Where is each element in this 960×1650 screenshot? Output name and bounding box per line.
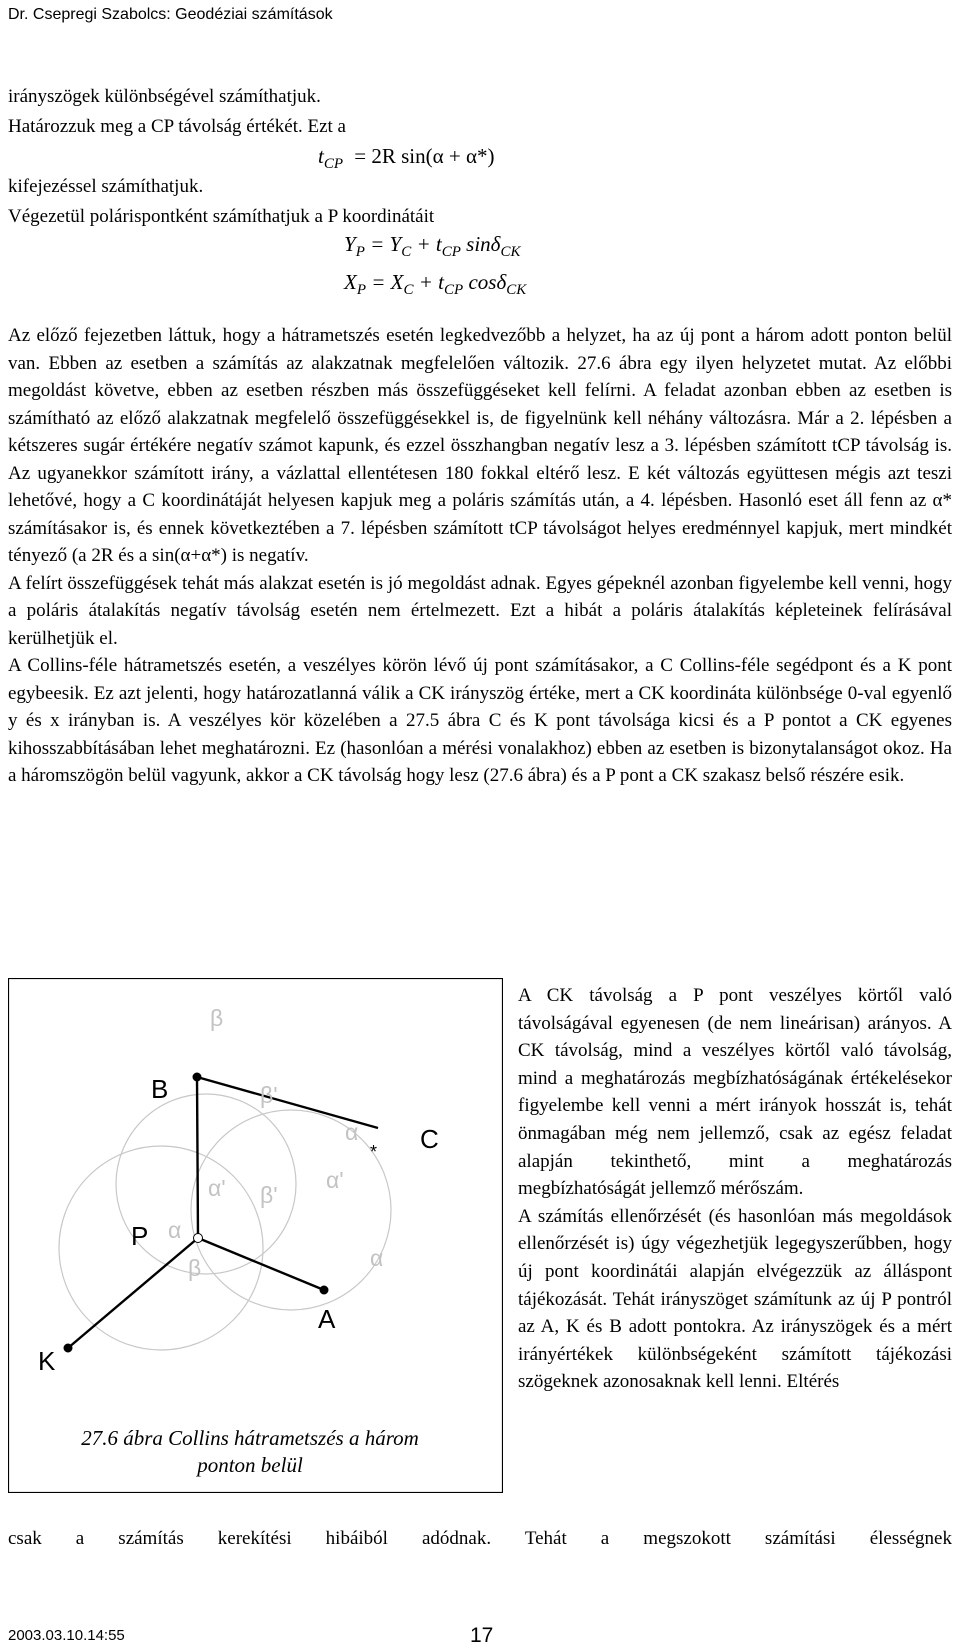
greek-beta-2: β xyxy=(188,1255,202,1281)
eq1-rhs: = 2R sin(α + α*) xyxy=(354,144,495,168)
eq3-b: = X xyxy=(371,270,404,294)
eq3-c: + t xyxy=(418,270,445,294)
eq3-d: cosδ xyxy=(468,270,507,294)
right-column-text xyxy=(518,982,952,1396)
eq2-c-sub: CP xyxy=(441,244,461,261)
text-line-3: kifejezéssel számíthatjuk. xyxy=(8,176,204,197)
label-c: C xyxy=(420,1124,439,1154)
caption-line-1: 27.6 ábra Collins hátrametszés a három xyxy=(81,1426,419,1450)
greek-alpha-1: α xyxy=(168,1217,182,1243)
page-number: 17 xyxy=(470,1624,494,1647)
eq1-lhs-sub: CP xyxy=(323,156,344,173)
body-text xyxy=(8,322,952,790)
eq3-b-sub: C xyxy=(403,282,414,299)
circle-ca xyxy=(191,1110,391,1310)
caption-line-2: ponton belül xyxy=(197,1453,303,1477)
eq2-c: + t xyxy=(416,232,442,256)
circle-pk xyxy=(59,1146,263,1350)
greek-beta-prime-2: β' xyxy=(260,1182,278,1208)
equation-xp xyxy=(344,270,526,299)
right-paragraph-2: A számítás ellenőrzését (és hasonlóan más megoldások ellenőrzését is) úgy végezhetjük legegyszerűbben, hogy új pont koordinátái alapján elvégezzük az álláspont tájékozását. Tehát irányszöget számítunk az új P pontról az A, K és B adott pontokra. Az irányszögek és a mért irányértékek különbségeként számított tájékozási szögeknek azonosaknak kell lenni. Eltérés xyxy=(518,1205,952,1393)
point-a xyxy=(320,1286,328,1294)
figure-frame xyxy=(9,979,503,1493)
label-p: P xyxy=(131,1221,149,1251)
eq3-d-sub: CK xyxy=(506,282,527,299)
point-b xyxy=(193,1073,201,1081)
greek-alpha-prime-1: α' xyxy=(208,1175,226,1201)
eq3-c-sub: CP xyxy=(444,282,464,299)
line-pa xyxy=(198,1238,324,1290)
label-k: K xyxy=(38,1346,56,1376)
footer-date: 2003.03.10.14:55 xyxy=(8,1627,125,1644)
eq2-b: = Y xyxy=(370,232,402,256)
eq2-d-sub: CK xyxy=(500,244,521,261)
text-line-2: Határozzuk meg a CP távolság értékét. Ezt a xyxy=(8,116,346,137)
line-pb xyxy=(197,1077,198,1238)
greek-beta-1: β xyxy=(210,1005,224,1031)
eq3-a-sub: P xyxy=(356,282,366,299)
greek-beta-prime-1: β' xyxy=(260,1082,278,1108)
collins-diagram xyxy=(8,978,503,1493)
text-line-1: irányszögek különbségével számíthatjuk. xyxy=(8,86,321,107)
right-paragraph-1: A CK távolság a P pont veszélyes körtől való távolságával egyenesen (de nem lineárisan) arányos. A CK távolság, mind a veszélyes körtől való távolság, mind a meghatározás megbízhatóságának értékelésekor figyelembe kell venni a mért irányok hosszát is, tehát önmagában még nem jellemző, csak az egész feladat alapján tekinthető, mint a meghatározás megbízhatóságát jellemző mérőszám. xyxy=(518,985,952,1200)
eq1-lhs: t xyxy=(318,144,324,168)
eq2-b-sub: C xyxy=(401,244,412,261)
eq2-a: Y xyxy=(344,232,356,256)
point-p xyxy=(194,1234,203,1243)
page-header: Dr. Csepregi Szabolcs: Geodéziai számítások xyxy=(8,6,333,23)
paragraph-1: Az előző fejezetben láttuk, hogy a hátrametszés esetén legkedvezőbb a helyzet, ha az új pont a három adott ponton belül van. Ebben az esetben a számítás az alakzatnak megfelelően változik. 27.6 ábra egy ilyen helyzetet mutat. Az előbbi megoldást követve, ebben az esetben részben más összefüggéseket kell felírni. A feladat azonban ebben az esetben is számítható az előző alakzatnak megfelelő összefüggésekkel is, de figyelnünk kell néhány változásra. Már a 2. lépésben a kétszeres sugár értékére negatív számot kapunk, és ezzel összhangban negatív lesz a 3. lépésben számított tCP távolság is. Az ugyanekkor számított irány, a vázlattal ellentétesen 180 fokkal eltérő lesz. E két változás együttesen mégis azt teszi lehetővé, hogy a C koordinátáját helyesen kapjuk meg a poláris számítás után, a 4. lépésben. Hasonló eset áll fenn az α* számításakor is, és ennek következtében a 7. lépésben számított tCP távolságot helyes eredménnyel kapjuk, mert mindkét tényező (a 2R és a sin(α+α*) is negatív. xyxy=(8,325,952,566)
equation-yp xyxy=(344,232,520,261)
greek-alpha-star: α xyxy=(345,1119,359,1145)
last-line: csak a számítás kerekítési hibáiból adódnak. Tehát a megszokott számítási élességnek xyxy=(8,1528,952,1549)
greek-alpha-prime-2: α' xyxy=(326,1167,344,1193)
figure-27-6 xyxy=(8,978,503,1493)
paragraph-2: A felírt összefüggések tehát más alakzat esetén is jó megoldást adnak. Egyes gépeknél azonban figyelembe kell venni, hogy a poláris átalakítás negatív távolság esetén nem értelmezett. Ezt a hibát a poláris átalakítás képleteinek felírásával kerülhetjük el. xyxy=(8,572,952,649)
line-pk xyxy=(68,1238,198,1348)
figure-caption xyxy=(30,1425,470,1479)
label-a: A xyxy=(318,1304,336,1334)
text-line-4: Végezetül polárispontként számíthatjuk a P koordinátáit xyxy=(8,206,435,227)
equation-tcp xyxy=(318,144,494,173)
point-k xyxy=(64,1344,72,1352)
eq2-d: sinδ xyxy=(466,232,501,256)
label-b: B xyxy=(151,1074,169,1104)
greek-star: * xyxy=(370,1142,378,1162)
eq3-a: X xyxy=(344,270,357,294)
eq2-a-sub: P xyxy=(355,244,365,261)
paragraph-3: A Collins-féle hátrametszés esetén, a veszélyes körön lévő új pont számításakor, a C Collins-féle segédpont és a K pont egybeesik. Ez azt jelenti, hogy határozatlanná válik a CK irányszög értéke, mert a CK koordináta különbsége 0-val egyenlő y és x irányban is. A veszélyes kör közelében a 27.5 ábra C és K pont távolsága kicsi és a P pontot a CK egyenes kihosszabbításában lehet meghatározni. Ez (hasonlóan a mérési vonalakhoz) ebben az esetben is bizonytalanságot okoz. Ha a háromszögön belül vagyunk, akkor a CK távolság hogy lesz (27.6 ábra) és a P pont a CK szakasz belső részére esik. xyxy=(8,655,952,786)
greek-alpha-2: α xyxy=(370,1245,384,1271)
